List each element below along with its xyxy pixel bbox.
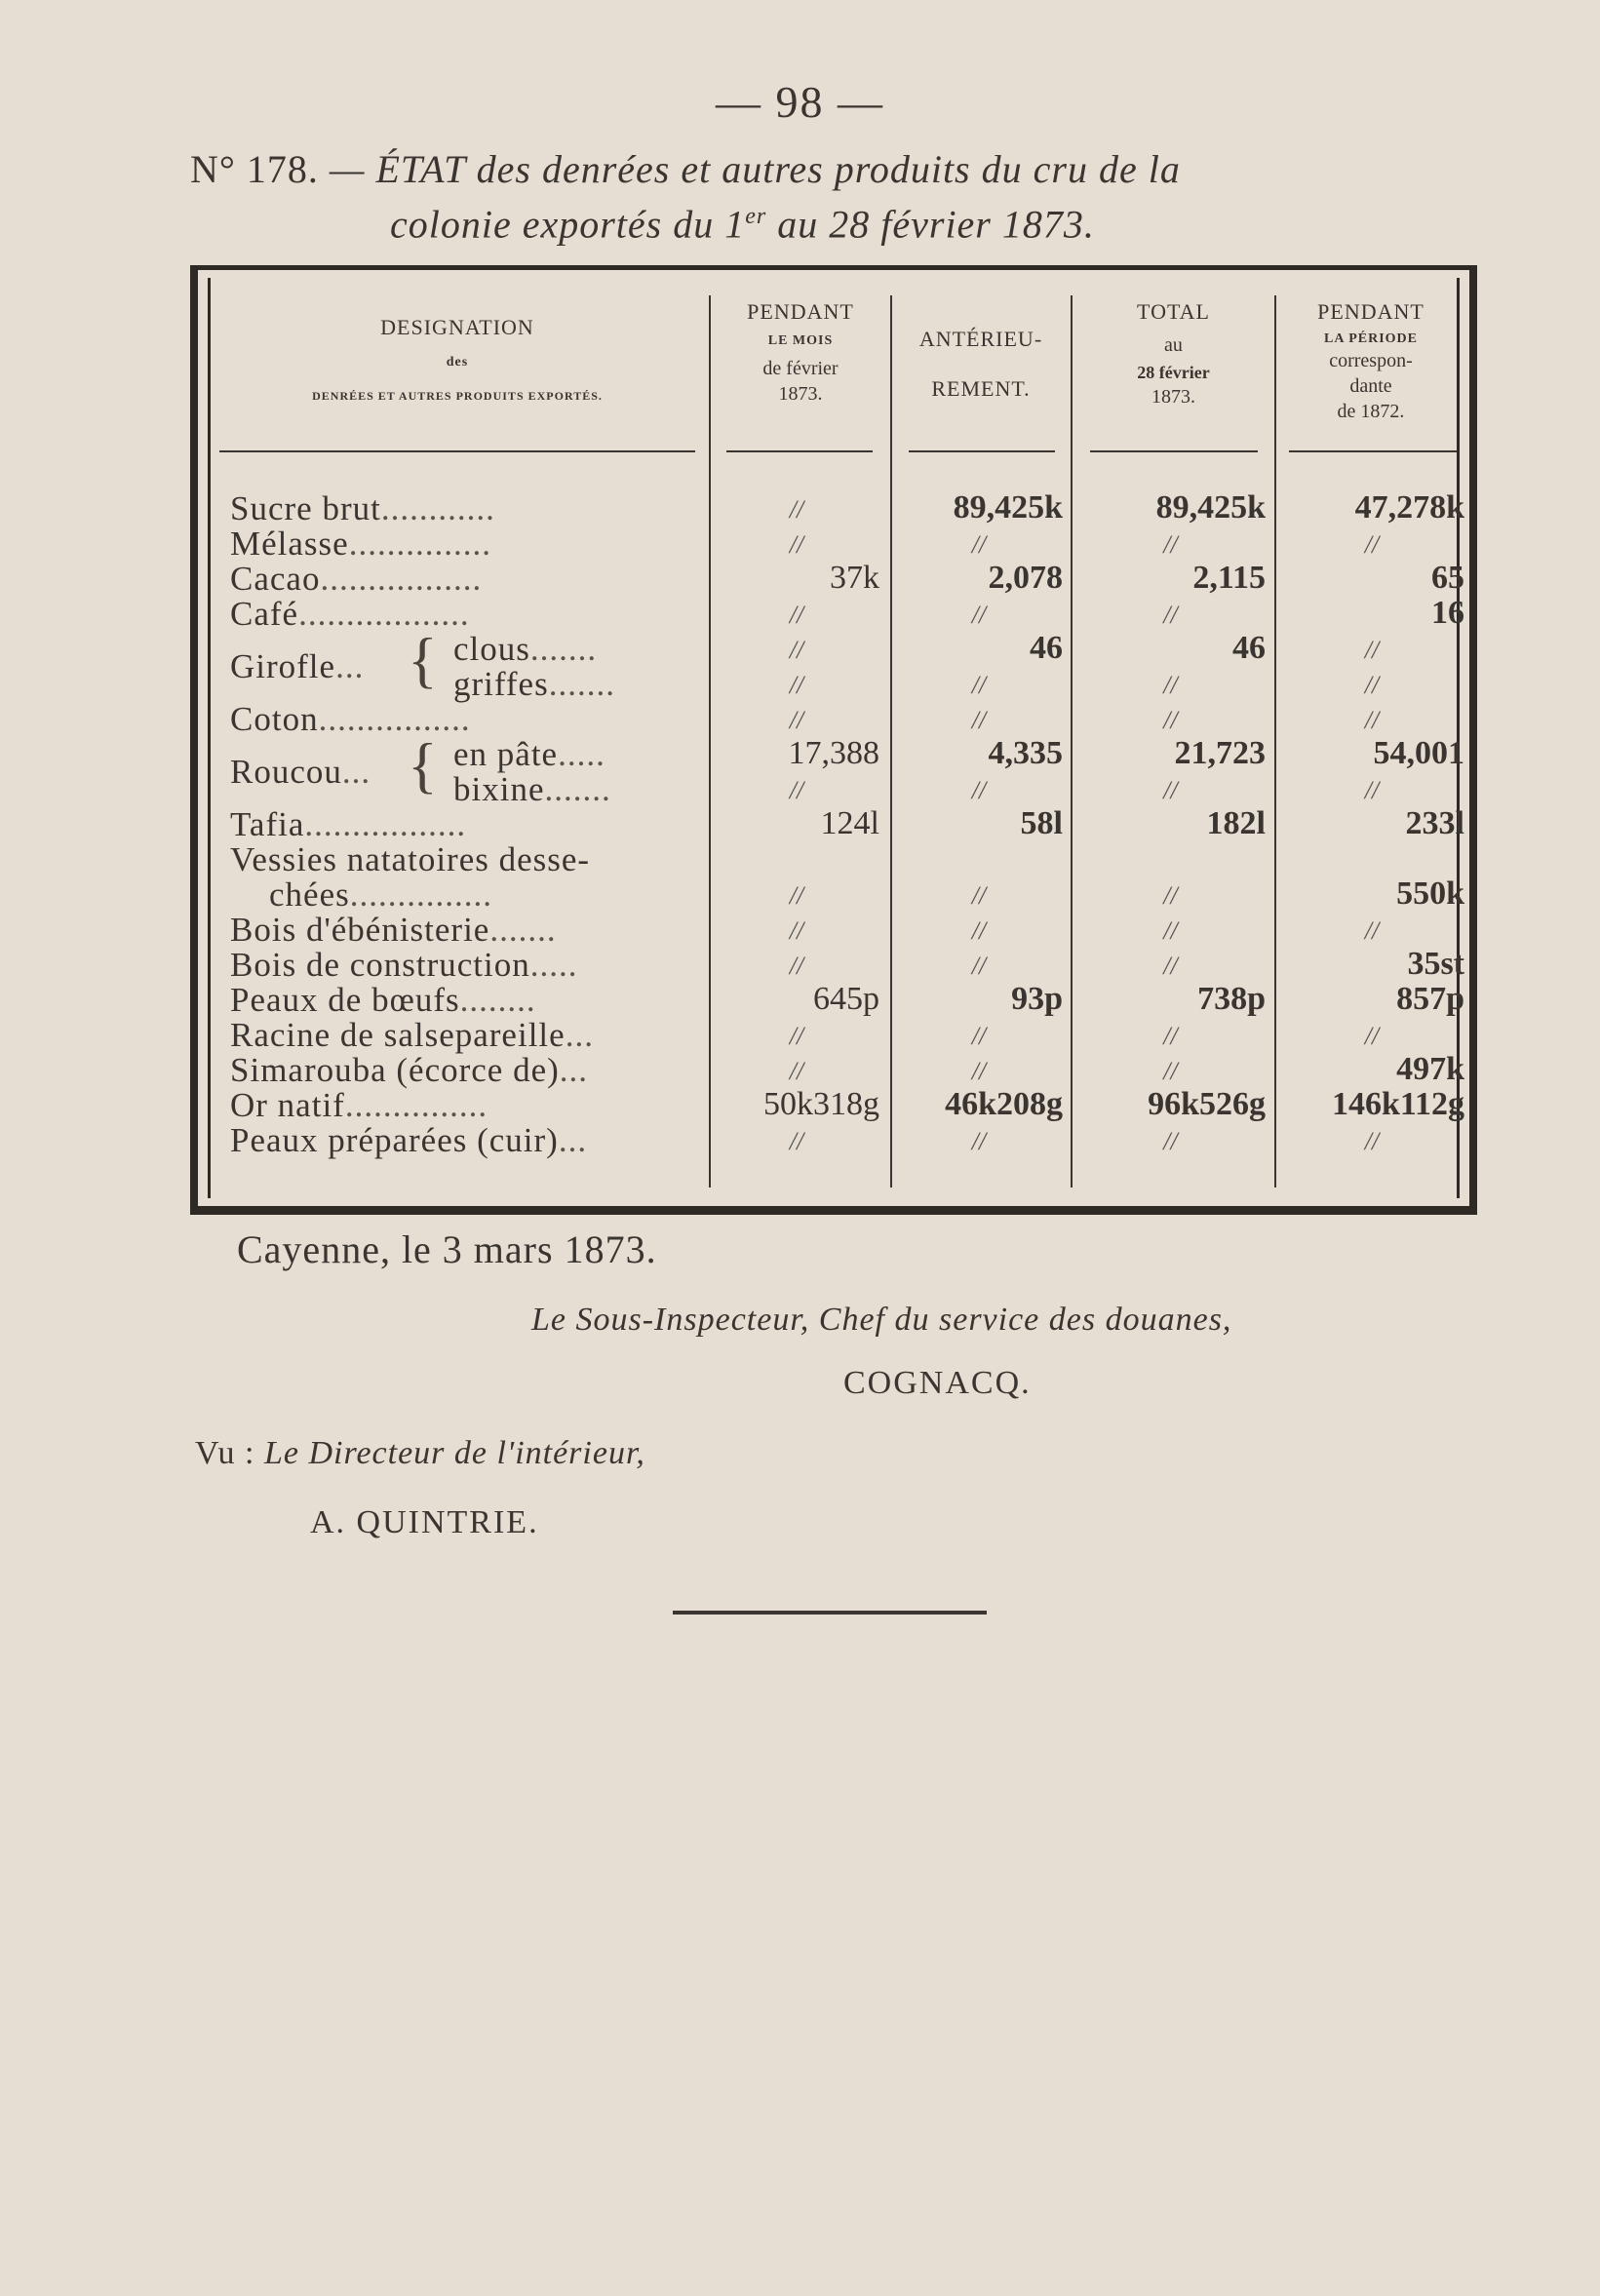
cell-racine-col4: // — [1364, 1022, 1380, 1050]
cell-or-col4: 146k112g — [1331, 1086, 1464, 1122]
closing-rule — [673, 1611, 987, 1615]
col4-header-line-3: correspon- — [1329, 349, 1413, 371]
cell-sucre-col4: 47,278k — [1354, 489, 1464, 525]
title-number: N° 178. — [190, 147, 319, 191]
cell-girofle-clous-col4: // — [1364, 636, 1380, 664]
col3-header-line-4: 1873. — [1151, 385, 1195, 408]
row-label-roucou-bixine: bixine....... — [453, 770, 611, 808]
col4-header-line-1: PENDANT — [1317, 299, 1424, 324]
cell-tafia-col4: 233l — [1405, 805, 1464, 841]
row-label-girofle-clous: clous....... — [453, 630, 598, 668]
row-label-cacao: Cacao................. — [230, 560, 483, 598]
cell-cafe-col3: // — [1163, 601, 1178, 629]
cell-cacao-col3: 2,115 — [1192, 560, 1266, 596]
col4-header-line-5: de 1872. — [1337, 400, 1405, 422]
cell-girofle-clous-col3: 46 — [1232, 630, 1266, 666]
col3-header-line-3: 28 février — [1137, 362, 1210, 382]
row-label-melasse: Mélasse............... — [230, 525, 491, 563]
cell-coton-col2: // — [971, 706, 987, 734]
row-label-roucou-pate: en pâte..... — [453, 735, 605, 773]
cell-simarouba-col3: // — [1163, 1057, 1178, 1085]
cell-or-col1: 50k318g — [763, 1086, 879, 1122]
cell-peaux-prep-col1: // — [789, 1127, 804, 1155]
cell-girofle-griffes-col3: // — [1163, 671, 1178, 699]
cell-bois-eben-col1: // — [789, 916, 804, 945]
col1-header-line-3: de février — [762, 357, 839, 379]
title-dash: — — [318, 147, 376, 191]
title-line-2b: au 28 février 1873. — [766, 202, 1095, 247]
cell-cacao-col4: 65 — [1431, 560, 1464, 596]
cell-girofle-griffes-col1: // — [789, 671, 804, 699]
cell-girofle-clous-col2: 46 — [1030, 630, 1063, 666]
cell-cafe-col4: 16 — [1431, 595, 1464, 631]
cell-racine-col1: // — [789, 1022, 804, 1050]
cell-roucou-bixine-col4: // — [1364, 776, 1380, 804]
cell-simarouba-col1: // — [789, 1057, 804, 1085]
row-label-cafe: Café.................. — [230, 595, 470, 633]
cell-peaux-boeufs-col1: 645p — [813, 981, 879, 1017]
cell-cafe-col1: // — [789, 601, 804, 629]
col3-header-line-1: TOTAL — [1137, 299, 1210, 324]
cell-girofle-griffes-col2: // — [971, 671, 987, 699]
signature-name: COGNACQ. — [843, 1365, 1032, 1401]
cell-coton-col1: // — [789, 706, 804, 734]
cell-melasse-col2: // — [971, 530, 987, 559]
cell-melasse-col4: // — [1364, 530, 1380, 559]
cell-bois-eben-col3: // — [1163, 916, 1178, 945]
row-label-racine: Racine de salsepareille... — [230, 1016, 594, 1054]
col1-header-line-1: PENDANT — [747, 299, 854, 324]
cell-tafia-col3: 182l — [1206, 805, 1266, 841]
cell-racine-col2: // — [971, 1022, 987, 1050]
cell-or-col3: 96k526g — [1148, 1086, 1266, 1122]
page-number: — 98 — — [716, 77, 884, 127]
cell-bois-constr-col4: 35st — [1407, 946, 1464, 982]
cell-roucou-bixine-col3: // — [1163, 776, 1178, 804]
col3-header-line-2: au — [1164, 333, 1183, 356]
cell-coton-col3: // — [1163, 706, 1178, 734]
row-label-simarouba: Simarouba (écorce de)... — [230, 1051, 589, 1089]
cell-simarouba-col4: 497k — [1396, 1051, 1464, 1087]
row-label-girofle-griffes: griffes....... — [453, 665, 615, 703]
row-label-vessies-2: chées............... — [269, 876, 492, 914]
col1-header-line-4: 1873. — [778, 382, 823, 405]
cell-bois-eben-col2: // — [971, 916, 987, 945]
title-line-2-sup: er — [745, 204, 767, 229]
cell-peaux-boeufs-col3: 738p — [1197, 981, 1266, 1017]
cell-vessies-col3: // — [1163, 881, 1178, 910]
designation-header-line-2: des — [446, 354, 469, 370]
cell-coton-col4: // — [1364, 706, 1380, 734]
signature-title: Le Sous-Inspecteur, Chef du service des douanes, — [531, 1302, 1232, 1338]
cell-or-col2: 46k208g — [945, 1086, 1063, 1122]
col4-header-line-4: dante — [1349, 374, 1392, 397]
cell-roucou-pate-col1: 17,388 — [788, 735, 879, 771]
cell-peaux-prep-col2: // — [971, 1127, 987, 1155]
row-label-peaux-boeufs: Peaux de bœufs........ — [230, 981, 536, 1019]
cell-bois-constr-col3: // — [1163, 952, 1178, 980]
vu-text: Le Directeur de l'intérieur, — [254, 1435, 645, 1471]
row-label-girofle: Girofle... — [230, 647, 365, 685]
cell-peaux-prep-col4: // — [1364, 1127, 1380, 1155]
row-label-coton: Coton................ — [230, 700, 471, 738]
cell-vessies-col2: // — [971, 881, 987, 910]
cell-bois-constr-col2: // — [971, 952, 987, 980]
cell-vessies-col4: 550k — [1396, 876, 1464, 912]
vu-name: A. QUINTRIE. — [310, 1504, 539, 1540]
col2-header-line-2: REMENT. — [931, 375, 1031, 401]
cell-racine-col3: // — [1163, 1022, 1178, 1050]
roucou-brace: { — [408, 730, 438, 799]
col4-header-line-2: LA PÉRIODE — [1324, 331, 1418, 346]
cell-tafia-col2: 58l — [1020, 805, 1063, 841]
title-line-2a: colonie exportés du 1 — [390, 202, 746, 247]
cell-vessies-col1: // — [789, 881, 804, 910]
row-label-sucre: Sucre brut............ — [230, 489, 495, 527]
vu-prefix: Vu : — [195, 1435, 255, 1471]
cell-melasse-col1: // — [789, 530, 804, 559]
cell-peaux-boeufs-col4: 857p — [1396, 981, 1464, 1017]
cell-peaux-boeufs-col2: 93p — [1011, 981, 1063, 1017]
cell-sucre-col3: 89,425k — [1155, 489, 1266, 525]
cell-bois-eben-col4: // — [1364, 916, 1380, 945]
cell-peaux-prep-col3: // — [1163, 1127, 1178, 1155]
girofle-brace: { — [408, 625, 438, 694]
cell-simarouba-col2: // — [971, 1057, 987, 1085]
row-label-roucou: Roucou... — [230, 753, 371, 791]
row-label-tafia: Tafia................. — [230, 805, 467, 843]
row-label-peaux-preparees: Peaux préparées (cuir)... — [230, 1121, 588, 1159]
col2-header-line-1: ANTÉRIEU- — [918, 327, 1043, 351]
cell-cacao-col2: 2,078 — [988, 560, 1063, 596]
cell-roucou-pate-col2: 4,335 — [988, 735, 1063, 771]
cell-cafe-col2: // — [971, 601, 987, 629]
cell-girofle-clous-col1: // — [789, 636, 804, 664]
col1-header-line-2: LE MOIS — [767, 332, 834, 348]
cell-sucre-col1: // — [789, 495, 804, 524]
cell-roucou-bixine-col2: // — [971, 776, 987, 804]
row-label-vessies-1: Vessies natatoires desse- — [230, 840, 591, 878]
title-line-1: ÉTAT des denrées et autres produits du cru de la — [375, 147, 1181, 191]
designation-header-line-1: DESIGNATION — [380, 315, 534, 339]
row-label-bois-ebenisterie: Bois d'ébénisterie....... — [230, 911, 557, 949]
cell-sucre-col2: 89,425k — [953, 489, 1063, 525]
cell-tafia-col1: 124l — [820, 805, 879, 841]
cell-melasse-col3: // — [1163, 530, 1178, 559]
row-label-or: Or natif............... — [230, 1086, 488, 1124]
cell-roucou-bixine-col1: // — [789, 776, 804, 804]
cell-roucou-pate-col3: 21,723 — [1174, 735, 1266, 771]
row-label-bois-construction: Bois de construction..... — [230, 946, 578, 984]
cell-bois-constr-col1: // — [789, 952, 804, 980]
vu-line — [195, 1435, 645, 1472]
date-line: Cayenne, le 3 mars 1873. — [237, 1227, 657, 1271]
cell-cacao-col1: 37k — [830, 560, 879, 596]
cell-girofle-griffes-col4: // — [1364, 671, 1380, 699]
cell-roucou-pate-col4: 54,001 — [1373, 735, 1464, 771]
designation-header-line-3: DENRÉES ET AUTRES PRODUITS EXPORTÉS. — [312, 388, 603, 403]
